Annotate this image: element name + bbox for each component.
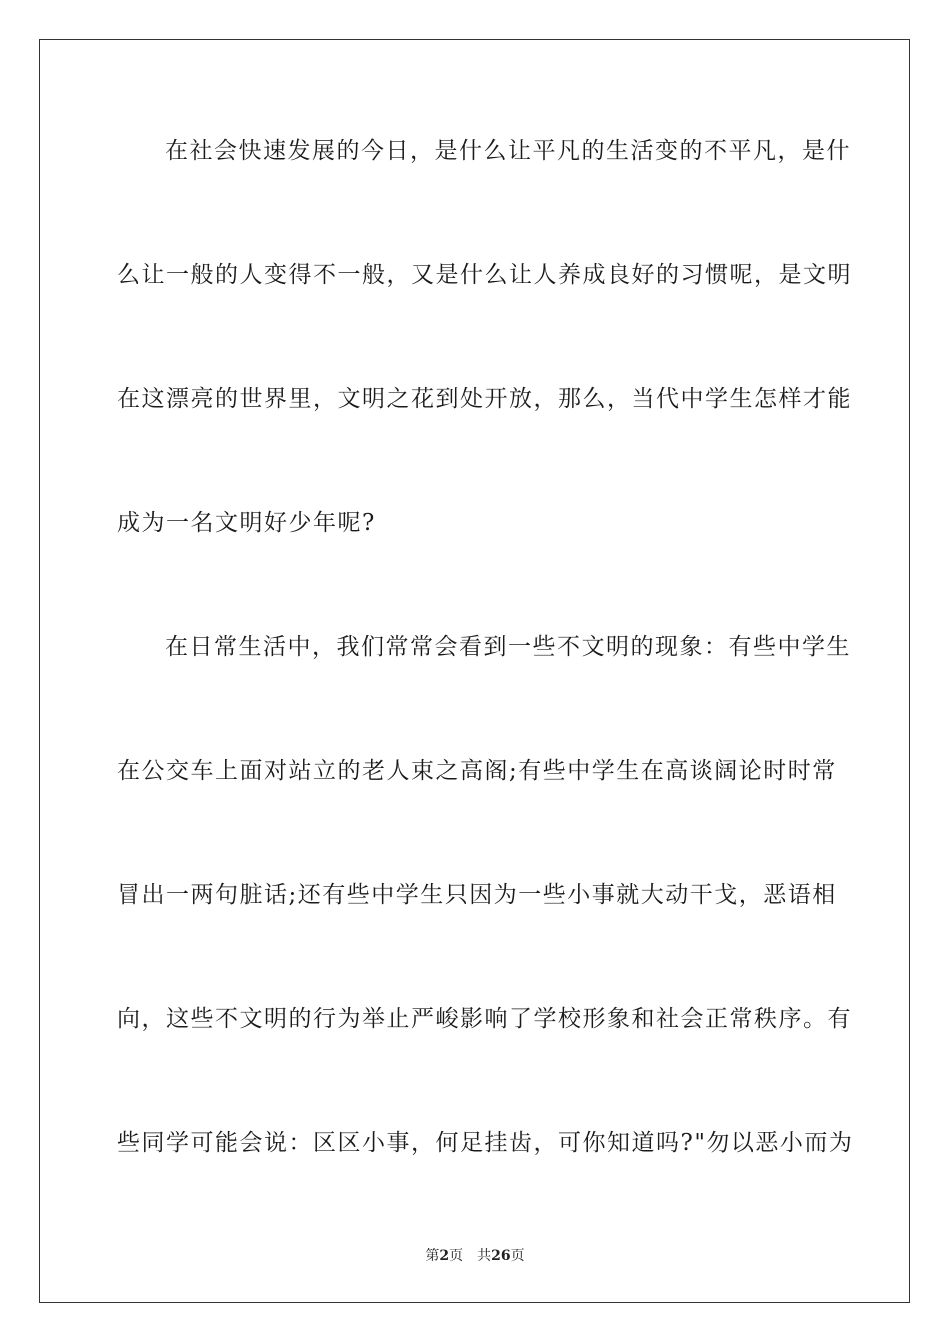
page-footer — [0, 1247, 950, 1265]
paragraph-2-line-4: 向，这些不文明的行为举止严峻影响了学校形象和社会正常秩序。有 — [117, 1006, 852, 1032]
paragraph-2-line-5: 些同学可能会说：区区小事，何足挂齿，可你知道吗?"勿以恶小而为 — [117, 1130, 854, 1156]
total-page-count: 26 — [491, 1248, 511, 1264]
page-suffix: 页 — [449, 1248, 464, 1264]
page-border — [39, 39, 910, 1303]
paragraph-1-line-3: 在这漂亮的世界里，文明之花到处开放，那么，当代中学生怎样才能 — [117, 386, 852, 412]
paragraph-1-line-1: 在社会快速发展的今日，是什么让平凡的生活变的不平凡，是什 — [165, 138, 851, 164]
total-suffix: 页 — [510, 1248, 525, 1264]
total-prefix: 共 — [477, 1248, 492, 1264]
page-prefix: 第 — [425, 1248, 440, 1264]
paragraph-2-line-2: 在公交车上面对站立的老人束之高阁;有些中学生在高谈阔论时时常 — [117, 758, 837, 784]
paragraph-2-line-3: 冒出一两句脏话;还有些中学生只因为一些小事就大动干戈，恶语相 — [117, 882, 837, 908]
paragraph-1-line-4: 成为一名文明好少年呢? — [117, 510, 376, 536]
paragraph-2-line-1: 在日常生活中，我们常常会看到一些不文明的现象：有些中学生 — [165, 634, 851, 660]
current-page-number: 2 — [439, 1248, 450, 1264]
paragraph-1-line-2: 么让一般的人变得不一般，又是什么让人养成良好的习惯呢，是文明 — [117, 262, 852, 288]
